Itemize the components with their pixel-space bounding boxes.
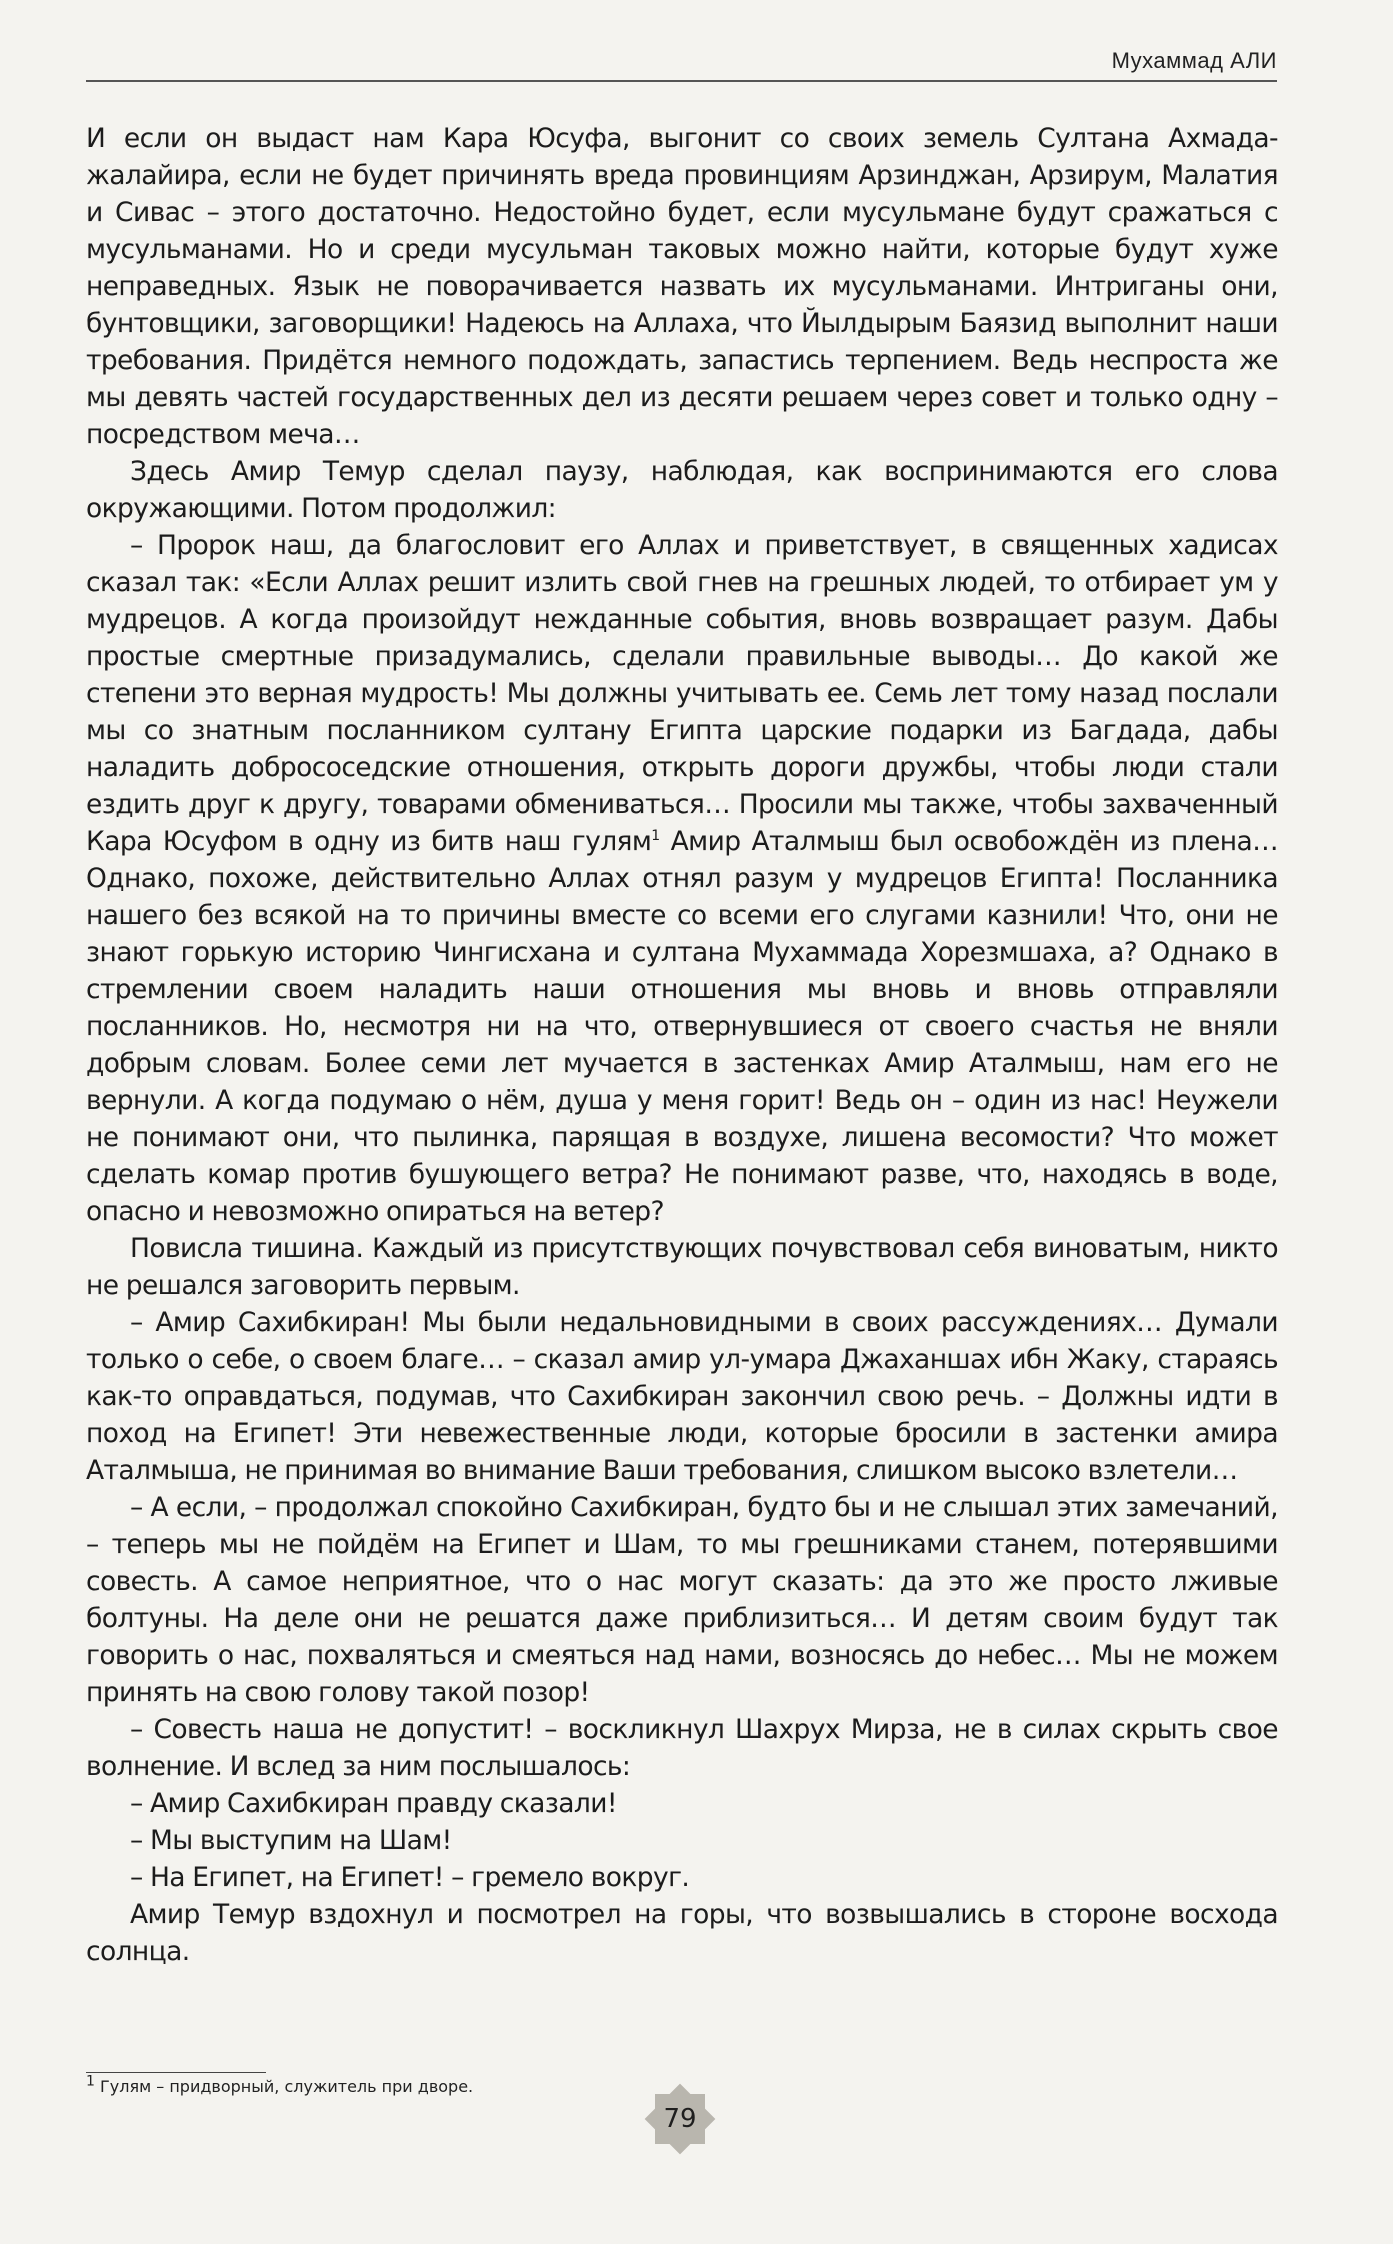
paragraph: И если он выдаст нам Кара Юсуфа, выгонит со своих земель Султана Ахмада-жалайира, если не будет причинять вреда провинциям Арзинджан, Арзирум, Малатия и Сивас – этого достаточно. Недостойно будет, если мусульмане будут сражаться с мусульманами. Но и среди мусульман таковых можно найти, которые будут хуже неправедных. Язык не поворачивается назвать их мусульманами. Интриганы они, бунтовщики, заговорщики! Надеюсь на Аллаха, что Йылдырым Баязид выполнит наши требования. Придётся немного подождать, запастись терпением. Ведь неспроста же мы девять частей государственных дел из десяти решаем через совет и только одну – посредством меча… (86, 123, 1278, 450)
paragraph: – Мы выступим на Шам! (130, 1825, 452, 1856)
footnote-marker: 1 (86, 2073, 95, 2090)
paragraph-text: – Пророк наш, да благословит его Аллах и приветствует, в священных хадисах сказал так: «Если Аллах решит излить свой гнев на грешных людей, то отбирает ум у мудрецов. А когда произойдут нежданные события, вновь возвращает разум. Дабы простые смертные призадумались, сделали правильные выводы… До какой же степени это верная мудрость! Мы должны учитывать ее. Семь лет тому назад послали мы со знатным посланником султану Египта царские подарки из Багдада, дабы наладить добрососедские отношения, открыть дороги дружбы, чтобы люди стали ездить друг к другу, товарами обмениваться… Просили мы также, чтобы захваченный Кара Юсуфом в одну из битв наш гулям (86, 530, 1278, 857)
paragraph: – На Египет, на Египет! – гремело вокруг. (130, 1862, 690, 1893)
running-header-author: Мухаммад АЛИ (1111, 48, 1277, 73)
footnote-reference: 1 (651, 828, 660, 845)
page-body (86, 120, 1278, 1970)
paragraph: Здесь Амир Темур сделал паузу, наблюдая, как воспринимаются его слова окружающими. Потом продолжил: (86, 456, 1278, 524)
paragraph: – Амир Сахибкиран! Мы были недальновидными в своих рассуждениях… Думали только о себе, о своем благе… – сказал амир ул-умара Джаханшах ибн Жаку, стараясь как-то оправдаться, подумав, что Сахибкиран закончил свою речь. – Должны идти в поход на Египет! Эти невежественные люди, которые бросили в застенки амира Аталмыша, не принимая во внимание Ваши требования, слишком высоко взлетели… (86, 1307, 1278, 1486)
paragraph: Повисла тишина. Каждый из присутствующих почувствовал себя виноватым, никто не решался заговорить первым. (86, 1233, 1278, 1301)
paragraph-text: Амир Аталмыш был освобождён из плена… Однако, похоже, действительно Аллах отнял разум у мудрецов Египта! Посланника нашего без всякой на то причины вместе со всеми его слугами казнили! Что, они не знают горькую историю Чингисхана и султана Мухаммада Хорезмшаха, а? Однако в стремлении своем наладить наши отношения мы вновь и вновь отправляли посланников. Но, несмотря ни на что, отвернувшиеся от своего счастья не вняли добрым словам. Более семи лет мучается в застенках Амир Аталмыш, нам его не вернули. А когда подумаю о нём, душа у меня горит! Ведь он – один из нас! Неужели не понимают они, что пылинка, парящая в воздухе, лишена весомости? Что может сделать комар против бушующего ветра? Не понимают разве, что, находясь в воде, опасно и невозможно опираться на ветер? (86, 826, 1278, 1227)
paragraph: Амир Темур вздохнул и посмотрел на горы, что возвышались в стороне восхода солнца. (86, 1899, 1278, 1967)
footnote-text: Гулям – придворный, служитель при дворе. (94, 2077, 474, 2096)
header-rule (86, 80, 1277, 82)
footnote-rule (86, 2072, 266, 2073)
paragraph (86, 527, 1278, 1230)
page-number: 79 (663, 2104, 697, 2134)
page-number-badge (641, 2080, 719, 2158)
paragraph: – Совесть наша не допустит! – воскликнул Шахрух Мирза, не в силах скрыть свое волнение. И вслед за ним послышалось: (86, 1714, 1278, 1782)
footnote (86, 2073, 474, 2098)
paragraph: – Амир Сахибкиран правду сказали! (130, 1788, 617, 1819)
paragraph: – А если, – продолжал спокойно Сахибкиран, будто бы и не слышал этих замечаний, – теперь мы не пойдём на Египет и Шам, то мы грешниками станем, потерявшими совесть. А самое неприятное, что о нас могут сказать: да это же просто лживые болтуны. На деле они не решатся даже приблизиться… И детям своим будут так говорить о нас, похваляться и смеяться над нами, возносясь до небес… Мы не можем принять на свою голову такой позор! (86, 1492, 1278, 1708)
